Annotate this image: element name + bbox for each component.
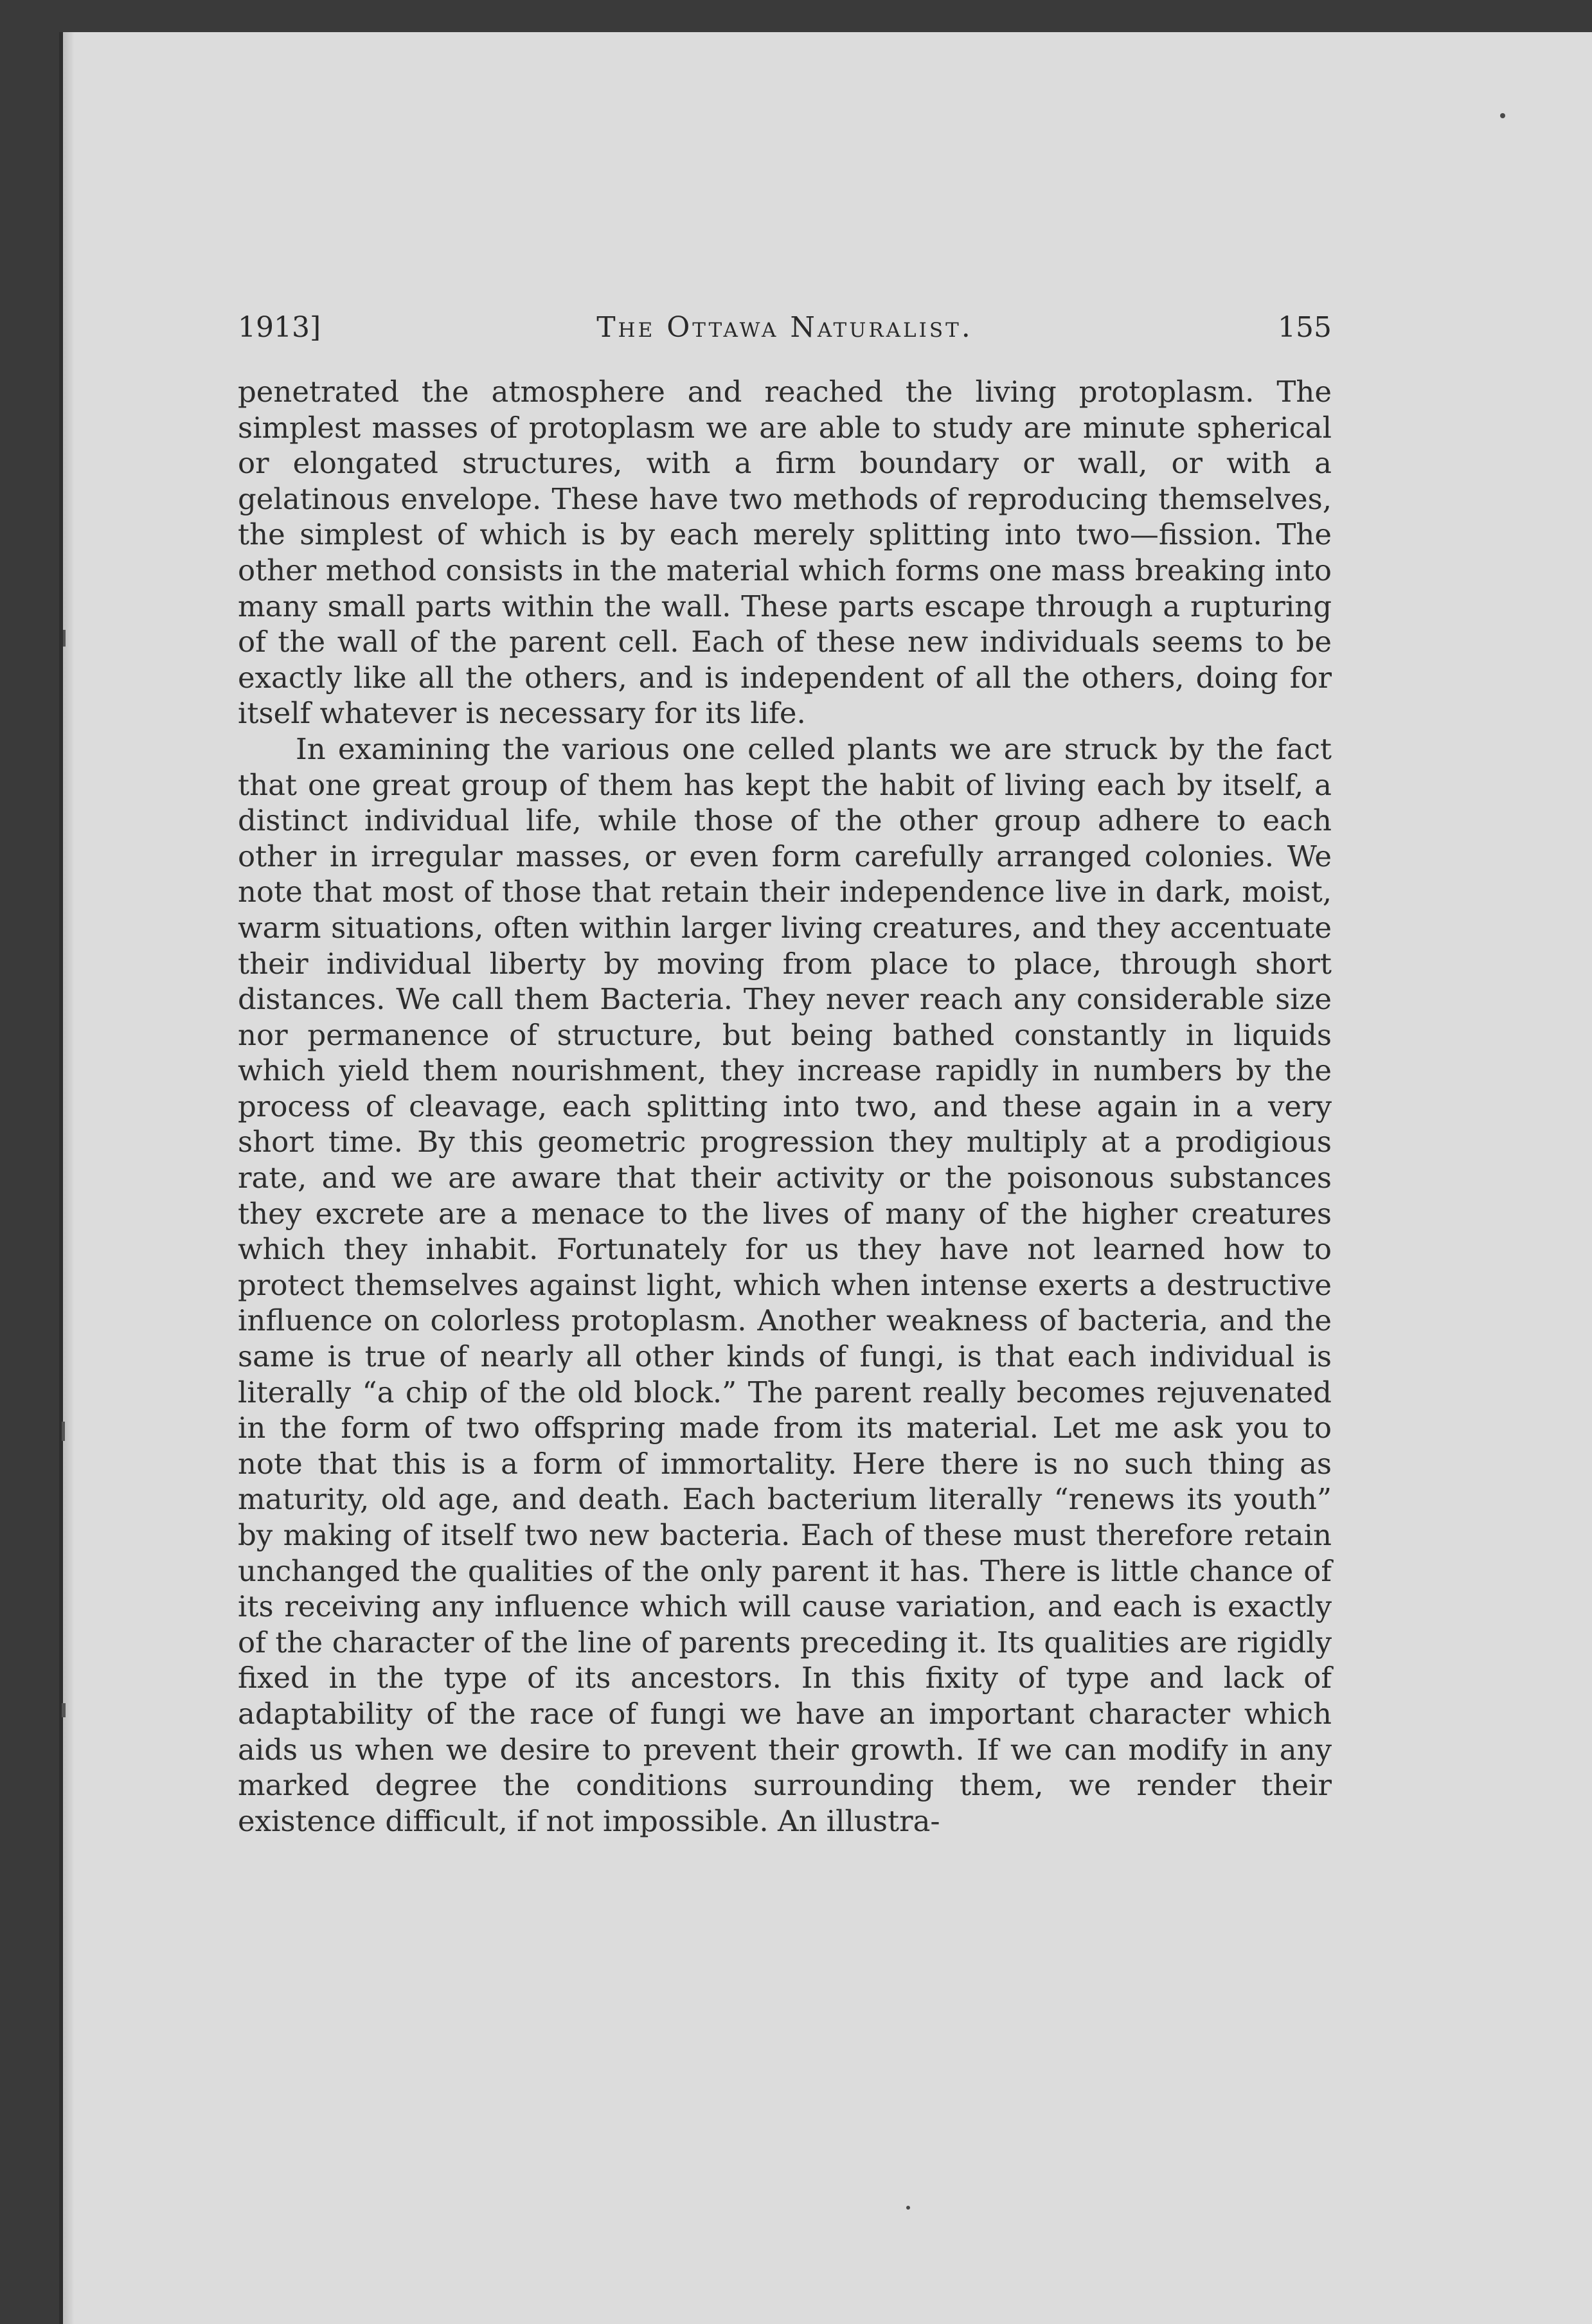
header-journal-title: The Ottawa Naturalist. <box>596 311 973 344</box>
dust-speck <box>1500 113 1505 118</box>
margin-mark <box>62 1703 66 1717</box>
margin-mark <box>63 630 66 647</box>
header-year: 1913] <box>238 311 321 344</box>
running-header <box>238 311 1332 350</box>
dust-speck <box>906 2206 910 2210</box>
margin-mark <box>62 1422 65 1441</box>
page-number: 155 <box>1278 311 1332 344</box>
body-text <box>238 374 1332 1839</box>
paragraph-1: penetrated the atmosphere and reached the living protoplasm. The simplest masses of protoplasm we are able to study are minute spherical or elongated structures, with a firm boundary or wall, or with a gelatinous envelope. These have two methods of reproducing themselves, the simplest of which is by each merely splitting into two—fission. The other method consists in the material which forms one mass breaking into many small parts within the wall. These parts escape through a rupturing of the wall of the parent cell. Each of these new individuals seems to be exactly like all the others, and is independent of all the others, doing for itself whatever is necessary for its life. <box>238 375 1332 731</box>
paragraph-2: In examining the various one celled plants we are struck by the fact that one great group of them has kept the habit of living each by itself, a distinct individual life, while those of the other group adhere to each other in irregular masses, or even form carefully arranged colonies. We note that most of those that retain their independence live in dark, moist, warm situations, often within larger living creatures, and they accentuate their individual liberty by moving from place to place, through short distances. We call them Bacteria. They never reach any considerable size nor permanence of structure, but being bathed constantly in liquids which yield them nourishment, they increase rapidly in numbers by the process of cleavage, each splitting into two, and these again in a very short time. By this geometric progression they multiply at a prodigious rate, and we are aware that their activity or the poisonous substances they excrete are a menace to the lives of many of the higher creatures which they inhabit. Fortunately for us they have not learned how to protect themselves against light, which when intense exerts a destructive influence on colorless protoplasm. Another weakness of bacteria, and the same is true of nearly all other kinds of fungi, is that each individual is literally “a chip of the old block.” The parent really becomes rejuvenated in the form of two offspring made from its material. Let me ask you to note that this is a form of immortality. Here there is no such thing as maturity, old age, and death. Each bacterium literally “renews its youth” by making of itself two new bacteria. Each of these must therefore retain unchanged the qualities of the only parent it has. There is little chance of its receiving any influence which will cause variation, and each is exactly of the character of the line of parents preceding it. Its qualities are rigidly fixed in the type of its ancestors. In this fixity of type and lack of adaptability of the race of fungi we have an important character which aids us when we desire to prevent their growth. If we can modify in any marked degree the conditions surrounding them, we render their existence difficult, if not impossible. An illustra- <box>238 731 1332 1838</box>
binding-shadow <box>63 32 75 2324</box>
